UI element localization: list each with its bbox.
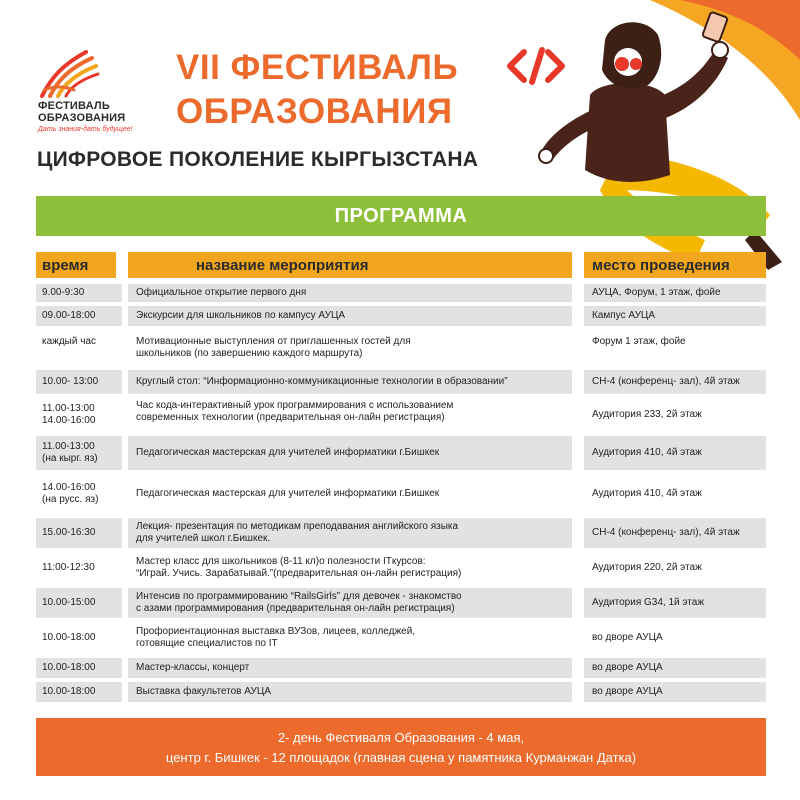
festival-title-line2: ОБРАЗОВАНИЯ xyxy=(176,92,453,131)
row-event-name: Официальное открытие первого дня xyxy=(128,284,572,302)
row-event-name: Экскурсии для школьников по кампусу АУЦА xyxy=(128,306,572,326)
row-time: 10.00-18:00 xyxy=(36,682,122,702)
row-venue: Аудитория 220, 2й этаж xyxy=(592,562,702,573)
row-venue: Аудитория 410, 4й этаж xyxy=(592,488,702,499)
column-header-event-name: название мероприятия xyxy=(128,252,572,278)
row-time: 15.00-16:30 xyxy=(36,518,122,548)
column-header-time: время xyxy=(36,252,116,278)
row-venue: Форум 1 этаж, фойе xyxy=(592,336,686,347)
row-venue: Аудитория 233, 2й этаж xyxy=(592,409,702,420)
row-event-name: Мотивационные выступления от приглашенных гостей для школьников (по завершению каждого маршрута) xyxy=(136,336,411,359)
row-time: 10.00- 13:00 xyxy=(36,370,122,394)
row-venue: Аудитория 410, 4й этаж xyxy=(584,436,766,470)
table-row xyxy=(36,622,766,654)
table-row xyxy=(36,436,766,470)
table-row xyxy=(36,658,766,678)
row-time: 10.00-15:00 xyxy=(36,588,122,618)
row-time: 11.00-13:00 14.00-16:00 xyxy=(42,403,96,426)
row-venue: во дворе АУЦА xyxy=(584,682,766,702)
table-row xyxy=(36,552,766,584)
festival-logo xyxy=(30,46,160,146)
festival-title-line1: VII ФЕСТИВАЛЬ xyxy=(176,48,459,87)
table-row xyxy=(36,330,766,366)
program-heading: ПРОГРАММА xyxy=(36,196,766,236)
row-event-name: Выставка факультетов АУЦА xyxy=(128,682,572,702)
row-time: 11.00-13:00 (на кырг. яз) xyxy=(36,436,122,470)
row-event-name: Интенсив по программированию “RailsGirls” для девочек - знакомство с азами программирования (предварительная он-лайн регистрация) xyxy=(128,588,572,618)
logo-tagline: Дать знания-дать будущее! xyxy=(38,126,133,133)
row-event-name: Педагогическая мастерская для учителей информатики г.Бишкек xyxy=(136,488,440,499)
row-event-name: Мастер-классы, концерт xyxy=(128,658,572,678)
row-venue: АУЦА, Форум, 1 этаж, фойе xyxy=(584,284,766,302)
row-event-name: Профориентационная выставка ВУЗов, лицеев, колледжей, готовящие специалистов по IT xyxy=(136,626,416,649)
table-row xyxy=(36,398,766,432)
table-row xyxy=(36,518,766,548)
row-time: 9.00-9:30 xyxy=(36,284,122,302)
row-event-name: Педагогическая мастерская для учителей информатики г.Бишкек xyxy=(128,436,572,470)
row-venue: СН-4 (конференц- зал), 4й этаж xyxy=(584,370,766,394)
footer-line2: центр г. Бишкек - 12 площадок (главная сцена у памятника Курманжан Датка) xyxy=(165,750,637,765)
table-row xyxy=(36,284,766,302)
row-venue: Кампус АУЦА xyxy=(584,306,766,326)
row-time: 14.00-16:00 (на русс. яз) xyxy=(42,482,99,505)
festival-subtitle: ЦИФРОВОЕ ПОКОЛЕНИЕ КЫРГЫЗСТАНА xyxy=(37,148,479,171)
row-time: 10.00-18:00 xyxy=(36,658,122,678)
table-row xyxy=(36,682,766,702)
table-row xyxy=(36,588,766,618)
row-event-name: Мастер класс для школьников (8-11 кл)о полезности ITкурсов: “Играй. Учись. Зарабатывай.”(предварительная он-лайн регистрация) xyxy=(136,556,462,579)
logo-text-line2: ОБРАЗОВАНИЯ xyxy=(38,112,126,124)
row-event-name: Лекция- презентация по методикам преподавания английского языка для учителей школ г.Бишкек. xyxy=(128,518,572,548)
logo-flame-icon xyxy=(34,46,104,98)
row-venue: СН-4 (конференц- зал), 4й этаж xyxy=(584,518,766,548)
row-venue: во дворе АУЦА xyxy=(592,632,663,643)
row-venue: Аудитория G34, 1й этаж xyxy=(584,588,766,618)
footer-line1: 2- день Фестиваля Образования - 4 мая, xyxy=(277,730,525,745)
row-time: 09.00-18:00 xyxy=(36,306,122,326)
table-row xyxy=(36,474,766,514)
row-event-name: Час кода-интерактивный урок программирования с использованием современных технологии (предварительная он-лайн регистрация) xyxy=(136,400,454,423)
row-time: 10.00-18:00 xyxy=(42,632,96,643)
row-time: каждый час xyxy=(42,336,97,347)
row-event-name: Круглый стол: “Информационно-коммуникационные технологии в образовании” xyxy=(128,370,572,394)
row-time: 11:00-12:30 xyxy=(42,562,95,573)
footer-banner xyxy=(36,718,766,776)
column-header-venue: место проведения xyxy=(584,252,766,278)
table-row xyxy=(36,370,766,394)
row-venue: во дворе АУЦА xyxy=(584,658,766,678)
table-row xyxy=(36,306,766,326)
logo-text-line1: ФЕСТИВАЛЬ xyxy=(38,100,110,112)
